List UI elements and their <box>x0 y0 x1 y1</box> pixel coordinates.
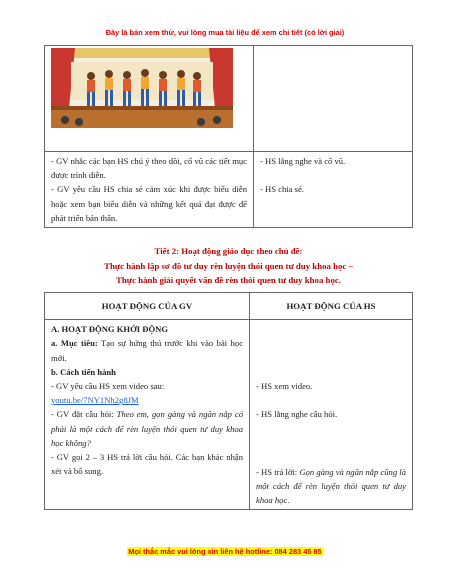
gv-cell <box>45 46 254 152</box>
hs-answer: Gọn gàng và ngăn nắp cũng là một cách để rèn luyện thói quen tư duy khoa học <box>256 466 406 506</box>
section-title <box>44 244 413 288</box>
gv-cell <box>45 152 254 228</box>
hs-step: - HS trả lời: <box>256 466 300 477</box>
objective-label: a. Mục tiêu: <box>51 338 98 349</box>
gv-cell <box>45 320 250 510</box>
activity-table <box>44 292 413 510</box>
table-row <box>45 152 413 228</box>
hs-step: - HS xem video. <box>256 381 313 392</box>
header-gv: HOẠT ĐỘNG CỦA GV <box>45 293 250 320</box>
gv-text: - GV nhắc các bạn HS chú ý theo dõi, cổ vũ các tiết mục được trình diễn. <box>51 156 247 181</box>
section-heading: A. HOẠT ĐỘNG KHỞI ĐỘNG <box>51 324 169 335</box>
section-line: Thực hành giải quyết vấn đề rèn thói quen tư duy khoa học. <box>116 275 341 286</box>
gv-step: - GV gọi 2 – 3 HS trả lời câu hỏi. Các bạn khác nhận xét và bổ sung. <box>51 452 243 477</box>
gv-text: - GV yêu cầu HS chia sẻ cảm xúc khi được biểu diễn hoặc xem bạn biểu diễn và những kết quả đạt được để phát triển bản thân. <box>51 184 247 223</box>
activity-table-continued <box>44 45 413 228</box>
procedure-heading: b. Cách tiến hành <box>51 366 116 377</box>
section-line: Tiết 2: Hoạt động giáo dục theo chủ đề: <box>154 246 303 256</box>
hs-text: - HS chia sẻ. <box>260 184 304 195</box>
gv-step: - GV yêu cầu HS xem video sau: <box>51 381 165 392</box>
table-row <box>45 320 413 510</box>
gv-question: Theo em, gọn gàng và ngăn nắp có phải là một cách để rèn luyện thói quen tư duy khoa học không? <box>51 409 243 448</box>
hs-cell <box>254 46 413 152</box>
hs-answer-end: . <box>287 495 290 506</box>
hs-cell <box>254 152 413 228</box>
hotline-text: Mọi thắc mắc vui lòng xin liên hệ hotline: 084 283 45 85 <box>128 547 322 556</box>
table-row <box>45 46 413 152</box>
gv-step: - GV đặt câu hỏi: <box>51 409 117 420</box>
preview-banner: Đây là bản xem thử, vui lòng mua tài liệu để xem chi tiết (có lời giải) <box>105 28 345 37</box>
hs-step: - HS lắng nghe câu hỏi. <box>256 409 338 420</box>
performance-illustration <box>51 48 233 128</box>
hs-text: - HS lắng nghe và cổ vũ. <box>260 156 346 166</box>
hotline-banner <box>0 547 450 556</box>
hs-cell <box>250 320 413 510</box>
section-line: Thực hành lập sơ đồ tư duy rèn luyện thói quen tư duy khoa học – <box>104 260 353 271</box>
header-hs: HOẠT ĐỘNG CỦA HS <box>250 293 413 320</box>
objective-text: Tạo sự hứng thú trước khi vào bài học mới. <box>51 338 244 363</box>
video-link[interactable]: youtu.be/7NY1Nh2g8JM <box>51 395 139 406</box>
table-header-row <box>45 293 413 320</box>
